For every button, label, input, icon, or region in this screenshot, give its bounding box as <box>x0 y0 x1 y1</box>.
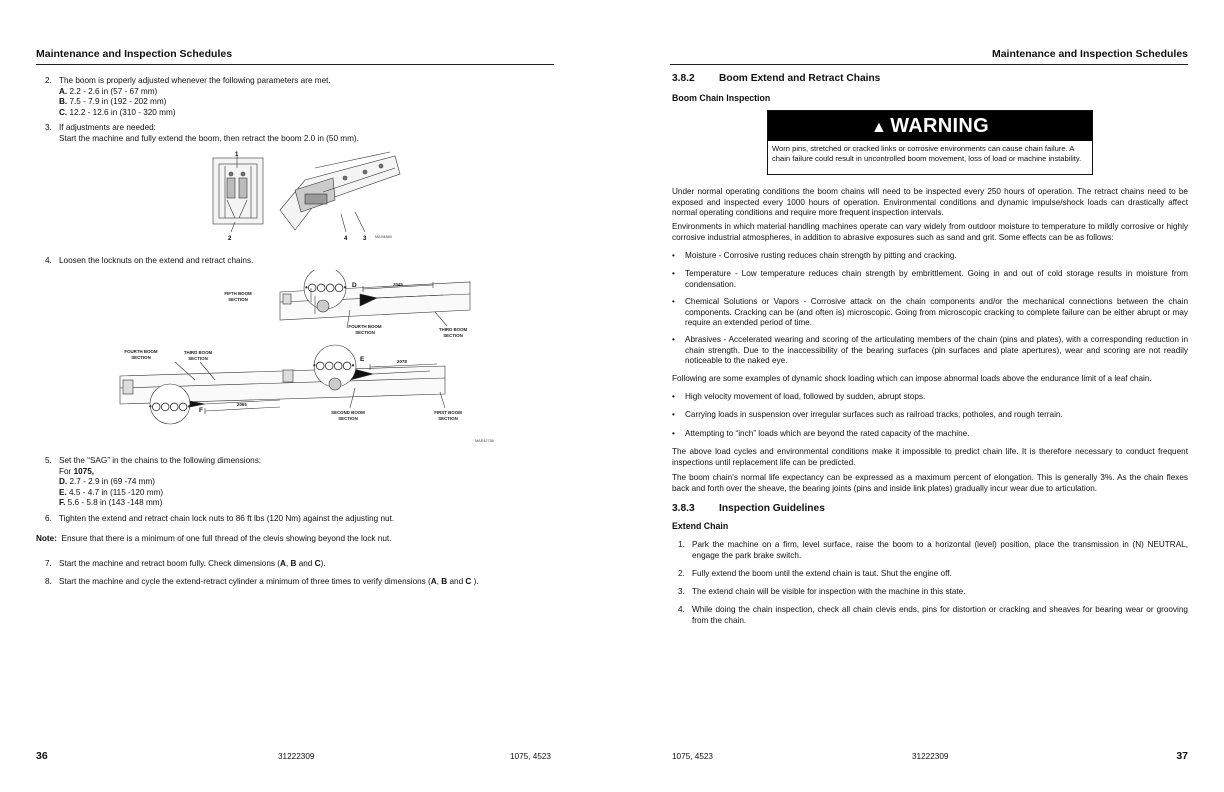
model-line: For 1075, <box>59 466 95 476</box>
note-label: Note: <box>36 534 57 543</box>
step-text: Tighten the extend and retract chain lock nuts to 86 ft lbs (120 Nm) against the adjusting nut. <box>59 514 395 523</box>
callout-3: 3 <box>363 236 367 242</box>
running-header-left: Maintenance and Inspection Schedules <box>36 48 233 60</box>
param-a: A. 2.2 - 2.6 in (57 - 67 mm) <box>59 86 158 96</box>
svg-text:SECTION: SECTION <box>443 333 463 338</box>
inspection-step-2: 2. Fully extend the boom until the extend chain is taut. Shut the engine off. <box>678 569 952 578</box>
svg-text:SECTION: SECTION <box>188 356 208 361</box>
chain-icon: •◯◯◯◯• <box>149 402 191 411</box>
label-fourth-boom-top: FOURTH BOOM <box>348 324 382 329</box>
figure-code: MAH4880 <box>375 235 392 239</box>
label-second-boom: SECOND BOOM <box>331 410 365 415</box>
header-rule-left <box>36 64 554 65</box>
step-number: 2. <box>45 76 52 85</box>
warning-text: Worn pins, stretched or cracked links or corrosive environments can cause chain failure. A chain failure could result in uncontrolled boom movement, loss of load or machine instability. <box>772 144 1082 163</box>
chain-icon: •◯◯◯◯• <box>313 361 355 370</box>
inspection-step-3: 3. The extend chain will be visible for inspection with the machine in this state. <box>678 587 966 596</box>
step-text: Start the machine and cycle the extend-retract cylinder a minimum of three times to verify dimensions (A, B and C ). <box>59 577 479 586</box>
boom-chain-inspection-heading: Boom Chain Inspection <box>672 93 771 103</box>
param-c: C. 12.2 - 12.6 in (310 - 320 mm) <box>59 107 176 117</box>
label-first-boom: FIRST BOOM <box>434 410 462 415</box>
param-f: F. 5.6 - 5.8 in (143 -148 mm) <box>59 498 163 507</box>
step-4 <box>45 256 525 267</box>
step-text: If adjustments are needed: <box>59 123 156 132</box>
step-number: 5. <box>45 456 52 465</box>
bullet-abrasives: • Abrasives - Accelerated wearing and scoring of the articulating members of the chain (pins and plates), with a corresponding reduction in chain strength. Due to the inaccessibility of the bearing surfaces (pin surfaces and plate apertures), wear and scoring are not readily noticeable to the naked eye. <box>672 335 1188 365</box>
step-number: 7. <box>45 559 52 568</box>
step-number: 8. <box>45 577 52 586</box>
inspection-step-1: 1. Park the machine on a firm, level surface, raise the boom to a horizontal (level) position, place the transmission in (N) NEUTRAL, engage the park brake switch. <box>678 540 1188 560</box>
step-text-2: Start the machine and fully extend the boom, then retract the boom 2.0 in (50 mm). <box>59 133 359 143</box>
bullet-inching: • Attempting to “inch” loads which are beyond the rated capacity of the machine. <box>672 429 970 438</box>
warning-banner <box>768 111 1092 141</box>
step-number: 3. <box>45 123 52 132</box>
step-text: Start the machine and retract boom fully. Check dimensions (A, B and C). <box>59 559 326 568</box>
bullet-high-velocity: • High velocity movement of load, followed by sudden, abrupt stops. <box>672 392 926 401</box>
note-text: Ensure that there is a minimum of one full thread of the clevis showing beyond the lock nut. <box>61 534 392 543</box>
figure-code: MAE42756 <box>475 439 494 443</box>
step-text: The boom is properly adjusted whenever the following parameters are met. <box>59 76 331 85</box>
step-number: 4. <box>45 256 52 265</box>
label-fourth-boom-left: FOURTH BOOM <box>124 349 158 354</box>
svg-text:SECTION: SECTION <box>131 355 151 360</box>
section-3-8-2-heading: 3.8.2 Boom Extend and Retract Chains <box>672 73 881 84</box>
page-number-left: 36 <box>36 750 48 762</box>
step-2 <box>45 76 525 118</box>
dim-e: 2078 <box>397 359 407 364</box>
letter-d: D <box>352 282 357 289</box>
label-third-boom-top: THIRD BOOM <box>438 327 468 332</box>
svg-text:SECTION: SECTION <box>438 416 458 421</box>
inspection-step-4: 4. While doing the chain inspection, check all chain clevis ends, pins for distortion or cracking and sheaves for bearing wear or grooving from the chain. <box>678 605 1188 625</box>
step-number: 6. <box>45 514 52 523</box>
note <box>36 534 546 545</box>
page-number-right: 37 <box>1176 750 1188 762</box>
paragraph-environments: Environments in which material handling machines operate can vary widely from outdoor moisture to temperature to mildly corrosive or highly corrosive industrial atmospheres, in addition to abrasive exposures such as sand and grit. Some effects can be as follows: <box>672 222 1188 242</box>
dim-d: 2045 <box>393 282 403 287</box>
param-d: D. 2.7 - 2.9 in (69 -74 mm) <box>59 477 156 486</box>
section-3-8-3-heading: 3.8.3 Inspection Guidelines <box>672 503 825 514</box>
bullet-chemical: • Chemical Solutions or Vapors - Corrosive attack on the chain components and/or the mechanical connections between the chain components. Cracking can be (and often is) microscopic. Going from microscopic cracking to complete failure can be either abrupt or may require an extended period of time. <box>672 297 1188 327</box>
doc-number-right: 31222309 <box>912 752 949 761</box>
running-header-right: Maintenance and Inspection Schedules <box>991 48 1188 60</box>
models-left: 1075, 4523 <box>510 752 551 761</box>
bullet-moisture: • Moisture - Corrosive rusting reduces chain strength by pitting and cracking. <box>672 251 957 260</box>
paragraph-elongation: The boom chain’s normal life expectancy can be expressed as a maximum percent of elongation. This is generally 3%. As the chain flexes back and forth over the sheave, the bearing joints (pins and inside link plates) gradually incur wear due to articulation. <box>672 473 1188 493</box>
letter-e: E <box>360 356 365 363</box>
dim-f: 2065 <box>237 402 247 407</box>
svg-text:SECTION: SECTION <box>228 297 248 302</box>
boom-adjustment-figure <box>205 148 405 248</box>
warning-triangle-icon: ▲ <box>871 119 888 136</box>
svg-text:SECTION: SECTION <box>355 330 375 335</box>
label-fifth-boom: FIFTH BOOM <box>224 291 252 296</box>
header-rule-right <box>670 64 1188 65</box>
svg-text:SECTION: SECTION <box>338 416 358 421</box>
step-text: Set the “SAG” in the chains to the following dimensions: <box>59 456 262 465</box>
paragraph-inspection-intervals: Under normal operating conditions the boom chains will need to be inspected every 250 hours of operation. The retract chains need to be exposed and inspected every 1000 hours of operation. Environmental conditions and dynamic impulse/shock loads can drastically affect normal operating conditions and require more frequent inspection intervals. <box>672 187 1188 217</box>
extend-chain-heading: Extend Chain <box>672 521 729 531</box>
step-6 <box>45 514 525 525</box>
chain-icon: •◯◯◯◯• <box>305 283 347 292</box>
letter-f: F <box>199 407 203 414</box>
step-text: Loosen the locknuts on the extend and retract chains. <box>59 256 254 265</box>
step-8 <box>45 577 555 588</box>
step-7 <box>45 559 525 570</box>
label-third-boom-left: THIRD BOOM <box>183 350 213 355</box>
param-b: B. 7.5 - 7.9 in (192 - 202 mm) <box>59 97 167 106</box>
callout-4: 4 <box>344 236 348 242</box>
warning-title: WARNING <box>890 115 989 137</box>
paragraph-chain-life: The above load cycles and environmental conditions make it impossible to predict chain life. It is therefore necessary to conduct frequent inspections until replacement life can be predicted. <box>672 447 1188 467</box>
warning-box <box>767 110 1093 175</box>
bullet-temperature: • Temperature - Low temperature reduces chain strength by embrittlement. Going in and out of cold storage results in moisture from condensation. <box>672 269 1188 289</box>
chain-sag-figure <box>115 270 505 446</box>
step-3 <box>45 123 525 144</box>
step-5 <box>45 456 525 509</box>
paragraph-shock-loading: Following are some examples of dynamic shock loading which can impose abnormal loads above the endurance limit of a leaf chain. <box>672 374 1152 383</box>
doc-number-left: 31222309 <box>278 752 315 761</box>
param-e: E. 4.5 - 4.7 in (115 -120 mm) <box>59 487 164 497</box>
callout-2: 2 <box>228 236 232 242</box>
models-right: 1075, 4523 <box>672 752 713 761</box>
bullet-carrying-loads: • Carrying loads in suspension over irregular surfaces such as railroad tracks, potholes, and rough terrain. <box>672 410 1063 419</box>
right-page <box>612 0 1224 792</box>
callout-1: 1 <box>235 152 239 158</box>
